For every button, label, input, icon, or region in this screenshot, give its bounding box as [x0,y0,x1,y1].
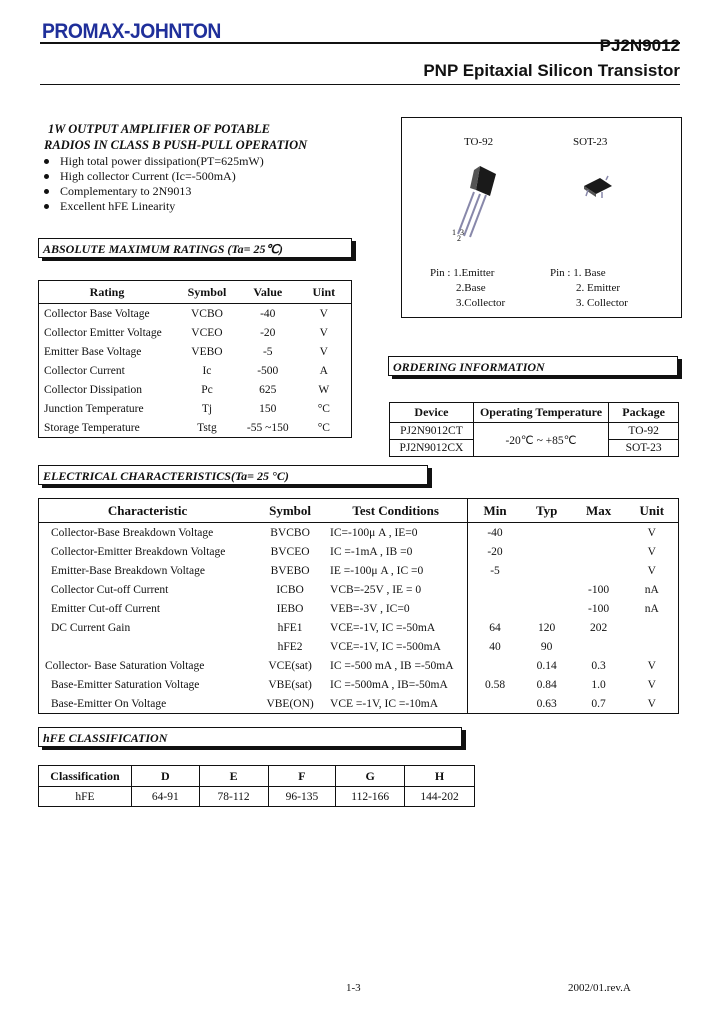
symbol-cell: VBE(sat) [268,678,312,691]
characteristic-cell: Collector-Emitter Breakdown Voltage [51,545,226,558]
page-number: 1-3 [346,982,361,994]
unit-cell: V [647,659,656,672]
value-cell: 625 [259,383,277,396]
to92-pin-number: 3 [460,228,464,237]
min-cell [468,694,522,714]
min-cell: 0.58 [468,675,522,694]
column-header: Device [390,403,474,423]
column-header: H [405,766,475,787]
value-cell: 150 [259,402,277,415]
characteristic-cell: DC Current Gain [51,621,131,634]
hfe-classification-table [38,765,475,807]
ordering-table [389,402,679,457]
symbol-cell: Tstg [197,421,217,434]
condition-cell: IC =-500 mA , IB =-50mA [330,659,454,672]
product-title: PNP Epitaxial Silicon Transistor [423,61,680,80]
max-cell [572,542,626,561]
column-header: Symbol [175,281,239,304]
hfe-range-cell: 64-91 [131,787,199,807]
revision-label: 2002/01.rev.A [568,982,631,994]
unit-cell: °C [317,421,330,434]
package-cell: TO-92 [609,423,679,440]
hfe-range-cell: 96-135 [268,787,336,807]
max-cell [572,637,626,656]
characteristic-cell: Emitter-Base Breakdown Voltage [51,564,205,577]
typ-cell: 0.63 [536,697,557,710]
abs-max-table [38,280,352,438]
min-cell: -40 [468,523,522,543]
electrical-banner: ELECTRICAL CHARACTERISTICS(Ta= 25 °C) [38,465,428,485]
typ-cell: 120 [538,621,556,634]
table-row [39,380,352,399]
symbol-cell: BVEBO [270,564,310,577]
unit-cell [626,618,679,637]
unit-cell [626,637,679,656]
table-row [39,580,679,599]
table-header-row [39,499,679,523]
column-header: Max [572,499,626,523]
table-row [39,523,679,543]
to92-package-icon [450,160,510,240]
column-header: D [131,766,199,787]
max-cell: 202 [589,621,608,634]
table-row [39,304,352,324]
abs-max-banner: ABSOLUTE MAXIMUM RATINGS (Ta= 25℃) [38,238,352,258]
header-rule [40,42,680,44]
max-cell: -100 [588,602,610,615]
column-header: Symbol [256,499,324,523]
unit-cell: V [647,545,656,558]
table-header-row [390,403,679,423]
unit-cell: V [647,678,656,691]
typ-cell: 0.84 [536,678,557,691]
typ-cell [522,580,572,599]
min-cell [468,656,522,675]
characteristic-cell: Collector Cut-off Current [51,583,169,596]
column-header: Characteristic [39,499,257,523]
ordering-banner: ORDERING INFORMATION [388,356,678,376]
feature-item: Complementary to 2N9013 [38,184,307,199]
sot23-pin-2: 2. Emitter [576,282,620,294]
max-cell: -100 [588,583,610,596]
rating-cell: Junction Temperature [44,402,144,415]
typ-cell: 90 [540,640,553,653]
features-section [44,122,308,214]
sot23-pin-3: 3. Collector [576,297,628,309]
unit-cell: V [319,307,328,320]
device-cell: PJ2N9012CX [390,440,474,457]
min-cell: 64 [468,618,522,637]
to92-pin-number: 2 [457,234,461,243]
condition-cell: VEB=-3V , IC=0 [330,602,410,615]
column-header: Package [609,403,679,423]
symbol-cell: hFE2 [277,640,303,653]
condition-cell: VCE=-1V, IC =-50mA [330,621,436,634]
table-row [39,787,475,807]
table-row [39,418,352,438]
feature-item: High collector Current (Ic=-500mA) [38,169,307,184]
features-title-line2: RADIOS IN CLASS B PUSH-PULL OPERATION [44,138,308,152]
hfe-range-cell: 78-112 [199,787,268,807]
unit-cell: °C [317,402,330,415]
condition-cell: IC =-1mA , IB =0 [330,545,413,558]
table-row [39,675,679,694]
symbol-cell: BVCEO [270,545,310,558]
symbol-cell: ICBO [276,583,304,596]
rating-cell: Collector Dissipation [44,383,143,396]
unit-cell: W [318,383,330,396]
column-header: Uint [297,281,352,304]
rating-cell: Collector Emitter Voltage [44,326,162,339]
hfe-range-cell: 112-166 [336,787,405,807]
symbol-cell: Pc [201,383,213,396]
characteristic-cell: Emitter Cut-off Current [51,602,161,615]
value-cell: -5 [262,345,273,358]
condition-cell: VCB=-25V , IE = 0 [330,583,422,596]
to92-pin-2: 2.Base [456,282,486,294]
column-header: Value [239,281,297,304]
symbol-cell: VBE(ON) [266,697,314,710]
min-cell: -5 [468,561,522,580]
condition-cell: IC =-500mA , IB=-50mA [330,678,448,691]
symbol-cell: VCEO [191,326,223,339]
value-cell: -40 [260,307,276,320]
to92-pin-number: 1 [452,228,456,237]
column-header: Unit [626,499,679,523]
max-cell: 0.3 [591,659,606,672]
symbol-cell: VEBO [191,345,223,358]
symbol-cell: VCE(sat) [268,659,312,672]
table-row [39,542,679,561]
rating-cell: Collector Base Voltage [44,307,150,320]
package-cell: SOT-23 [609,440,679,457]
table-row [39,656,679,675]
table-row [39,618,679,637]
table-row [39,323,352,342]
to92-label: TO-92 [464,136,494,148]
column-header: Typ [522,499,572,523]
typ-cell [522,542,572,561]
max-cell [572,523,626,543]
condition-cell: IE =-100μ A , IC =0 [330,564,424,577]
condition-cell: VCE=-1V, IC =-500mA [330,640,441,653]
unit-cell: V [647,526,656,539]
table-header-row [39,766,475,787]
table-row [39,599,679,618]
characteristic-cell: Base-Emitter On Voltage [51,697,167,710]
column-header: G [336,766,405,787]
min-cell [468,580,522,599]
value-cell: -55 ~150 [246,421,289,434]
package-diagram-box [401,117,682,318]
operating-temperature-cell: -20℃ ~ +85℃ [473,423,608,457]
characteristic-cell: Collector-Base Breakdown Voltage [51,526,214,539]
table-row [39,342,352,361]
min-cell: -20 [468,542,522,561]
rating-cell: Storage Temperature [44,421,140,434]
sot23-pin-1: Pin : 1. Base [550,267,606,279]
table-header-row [39,281,352,304]
to92-pin-3: 3.Collector [456,297,506,309]
hfe-range-cell: 144-202 [405,787,475,807]
part-number: PJ2N9012 [599,36,680,55]
symbol-cell: BVCBO [270,526,310,539]
device-cell: PJ2N9012CT [390,423,474,440]
typ-cell [522,599,572,618]
features-title-line1: 1W OUTPUT AMPLIFIER OF POTABLE [48,122,271,136]
unit-cell: V [319,326,328,339]
to92-pin-1: Pin : 1.Emitter [430,267,495,279]
max-cell: 1.0 [591,678,606,691]
column-header: Test Conditions [324,499,468,523]
symbol-cell: IEBO [276,602,304,615]
sot23-label: SOT-23 [573,136,608,148]
symbol-cell: hFE1 [277,621,303,634]
characteristic-cell [39,637,257,656]
table-row [39,637,679,656]
symbol-cell: Tj [201,402,213,415]
typ-cell [522,561,572,580]
rating-cell: Emitter Base Voltage [44,345,142,358]
column-header: Classification [39,766,132,787]
unit-cell: V [319,345,328,358]
column-header: F [268,766,336,787]
max-cell [572,561,626,580]
symbol-cell: VCBO [190,307,223,320]
table-row [39,694,679,714]
features-list [38,154,307,214]
unit-cell: V [647,564,656,577]
table-row [39,361,352,380]
unit-cell: nA [644,602,659,615]
max-cell: 0.7 [591,697,606,710]
rating-cell: Collector Current [44,364,125,377]
typ-cell [522,523,572,543]
column-header: E [199,766,268,787]
value-cell: -500 [257,364,279,377]
typ-cell: 0.14 [536,659,557,672]
table-row [39,399,352,418]
column-header: Operating Temperature [473,403,608,423]
sot23-package-icon [578,174,618,204]
company-logo: PROMAX-JOHNTON [42,20,221,43]
min-cell [468,599,522,618]
unit-cell: nA [644,583,659,596]
table-row [390,423,679,440]
hfe-banner: hFE CLASSIFICATION [38,727,462,747]
min-cell: 40 [468,637,522,656]
condition-cell: IC=-100μ A , IE=0 [330,526,418,539]
characteristic-cell: Collector- Base Saturation Voltage [45,659,205,672]
column-header: Min [468,499,522,523]
unit-cell: A [319,364,328,377]
title-rule [40,84,680,85]
feature-item: High total power dissipation(PT=625mW) [38,154,307,169]
condition-cell: VCE =-1V, IC =-10mA [330,697,438,710]
unit-cell: V [647,697,656,710]
column-header: Rating [39,281,176,304]
value-cell: -20 [260,326,276,339]
characteristic-cell: Base-Emitter Saturation Voltage [51,678,200,691]
electrical-table [38,498,679,714]
row-label-cell: hFE [39,787,132,807]
symbol-cell: Ic [202,364,212,377]
table-row [39,561,679,580]
feature-item: Excellent hFE Linearity [38,199,307,214]
